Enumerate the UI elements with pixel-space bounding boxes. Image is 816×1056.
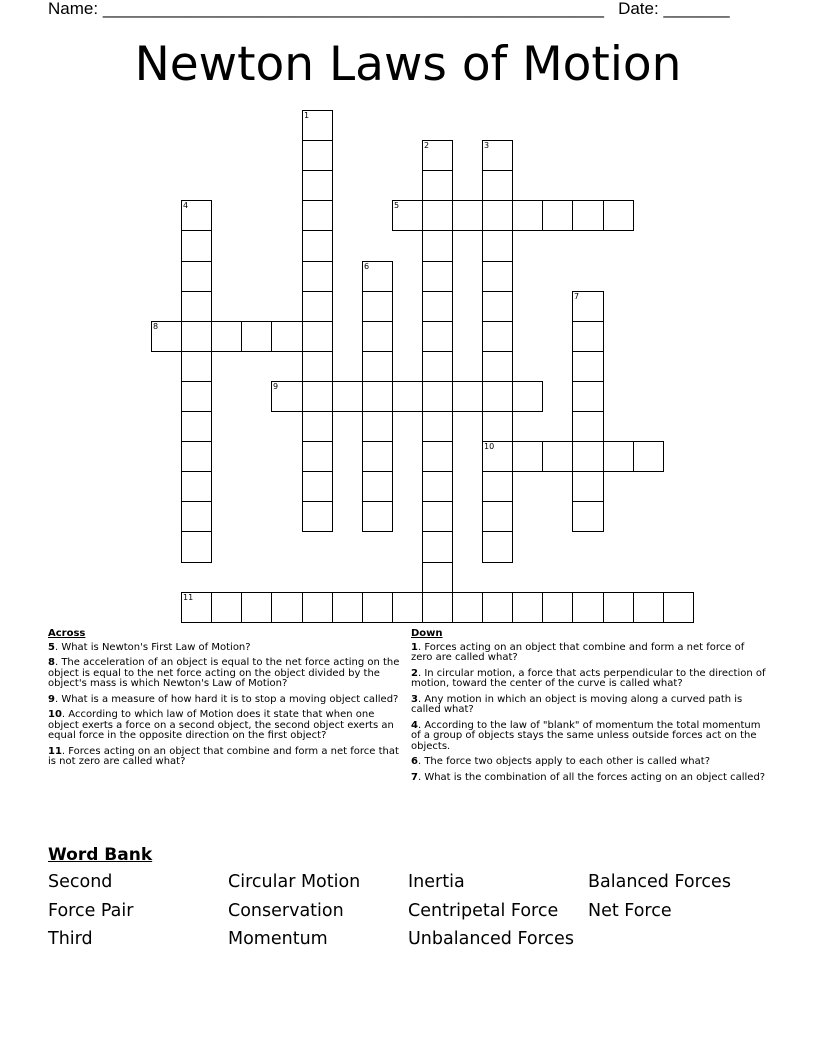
crossword-cell[interactable] [422,351,453,382]
crossword-cell[interactable] [422,411,453,442]
crossword-cell[interactable] [302,170,333,201]
crossword-cell[interactable] [302,411,333,442]
crossword-cell[interactable] [271,321,303,352]
clue-number: 10 [48,709,62,720]
crossword-cell[interactable] [181,321,212,352]
crossword-cell[interactable] [302,471,333,502]
crossword-cell[interactable] [422,321,453,352]
crossword-cell[interactable] [392,381,423,412]
clue-down-1: 1. Forces acting on an object that combine and form a net force of zero are called what? [411,641,745,663]
word-bank-item: Centripetal Force [408,900,559,921]
clue-text: According to the law of "blank" of momentum the total momentum of a group of objects stays the same unless outside forces act on the objects. [411,719,761,752]
crossword-cell[interactable] [482,200,513,231]
cell-number: 5 [394,201,400,210]
clue-text: The force two objects apply to each other is called what? [424,756,710,767]
crossword-cell[interactable] [422,230,453,262]
crossword-cell[interactable] [603,592,634,623]
crossword-cell[interactable] [302,200,333,231]
crossword-cell[interactable] [572,592,604,623]
crossword-cell[interactable] [482,321,513,352]
clue-number: 5 [48,641,55,653]
clue-number: 6 [411,756,418,767]
crossword-cell[interactable] [271,381,303,412]
crossword-cell[interactable] [422,471,453,502]
crossword-cell[interactable] [572,501,604,532]
clue-across-11: 11. Forces acting on an object that combine and form a net force that is not zero are called what? [48,745,399,767]
clue-number: 9 [48,693,55,705]
crossword-cell[interactable] [572,471,604,502]
clue-down-4: 4. According to the law of "blank" of momentum the total momentum of a group of objects stays the same unless outside forces act on the objects. [411,719,761,752]
cell-number: 11 [183,593,194,602]
clue-text: What is the combination of all the forces acting on an object called? [424,771,766,783]
crossword-cell[interactable] [392,592,423,623]
name-blank[interactable]: _____________________________________________________ [102,0,604,18]
crossword-cell[interactable] [271,592,303,623]
crossword-cell[interactable] [332,592,363,623]
crossword-cell[interactable] [452,592,483,623]
crossword-cell[interactable] [302,140,333,171]
crossword-cell[interactable] [482,291,513,322]
crossword-cell[interactable] [362,441,393,472]
crossword-cell[interactable] [181,261,212,292]
crossword-cell[interactable] [241,592,272,623]
crossword-cell[interactable] [362,381,393,412]
crossword-cell[interactable] [302,261,333,292]
clue-text: The acceleration of an object is equal to the net force acting on the object is equal to the net force acting on the object divided by the object's mass is which Newton's Law of Motion? [48,657,400,689]
crossword-cell[interactable] [422,140,453,171]
crossword-cell[interactable] [181,291,212,322]
crossword-cell[interactable] [482,381,513,412]
across-heading: Across [48,628,86,639]
crossword-cell[interactable] [512,200,543,231]
date-blank[interactable]: _______ [663,0,730,18]
crossword-cell[interactable] [302,110,333,141]
crossword-cell[interactable] [603,200,634,231]
clue-down-6: 6. The force two objects apply to each other is called what? [411,756,710,767]
cell-number: 9 [273,382,279,391]
cell-number: 6 [364,262,370,271]
word-bank-item: Net Force [588,900,672,921]
crossword-cell[interactable] [422,200,453,231]
crossword-cell[interactable] [422,531,453,563]
clue-number: 4 [411,719,418,731]
crossword-cell[interactable] [542,592,573,623]
name-label: Name: [48,0,99,18]
clue-text: Any motion in which an object is moving along a curved path is called what? [411,693,743,715]
word-bank-item: Force Pair [48,900,134,921]
word-bank-item: Circular Motion [228,872,361,892]
clue-number: 2 [411,667,418,679]
crossword-cell[interactable] [512,381,543,412]
clue-across-9: 9. What is a measure of how hard it is to stop a moving object called? [48,693,399,705]
clue-number: 7 [411,771,418,783]
word-bank-item: Conservation [228,900,344,921]
clue-down-3: 3. Any motion in which an object is moving along a curved path is called what? [411,693,743,715]
crossword-cell[interactable] [302,230,333,262]
clue-down-7: 7. What is the combination of all the forces acting on an object called? [411,771,766,783]
crossword-cell[interactable] [302,501,333,532]
crossword-cell[interactable] [181,200,212,231]
crossword-cell[interactable] [663,592,694,623]
crossword-cell[interactable] [181,501,212,532]
crossword-cell[interactable] [482,261,513,292]
clue-text: Forces acting on an object that combine and form a net force that is not zero are called what? [48,745,399,767]
crossword-cell[interactable] [572,321,604,352]
cell-number: 3 [484,141,490,150]
crossword-cell[interactable] [542,441,573,472]
word-bank-item: Third [48,929,93,949]
crossword-cell[interactable] [362,501,393,532]
crossword-cell[interactable] [482,531,513,563]
crossword-cell[interactable] [181,441,212,472]
crossword-cell[interactable] [181,592,212,623]
crossword-cell[interactable] [362,471,393,502]
crossword-cell[interactable] [603,441,634,472]
crossword-cell[interactable] [482,411,513,442]
crossword-cell[interactable] [332,381,363,412]
crossword-cell[interactable] [302,291,333,322]
clue-text: In circular motion, a force that acts perpendicular to the direction of motion, toward the center of the curve is called what? [411,667,766,689]
crossword-cell[interactable] [452,200,483,231]
crossword-cell[interactable] [482,351,513,382]
crossword-cell[interactable] [211,321,242,352]
clue-down-2: 2. In circular motion, a force that acts perpendicular to the direction of motion, toward the center of the curve is called what? [411,667,766,689]
crossword-cell[interactable] [422,562,453,593]
crossword-cell[interactable] [181,230,212,262]
crossword-cell[interactable] [482,592,513,623]
crossword-cell[interactable] [572,291,604,322]
crossword-cell[interactable] [572,351,604,382]
across-clues [48,629,403,773]
crossword-cell[interactable] [452,381,483,412]
crossword-cell[interactable] [542,200,573,231]
word-bank [48,872,808,958]
cell-number: 7 [574,292,580,301]
word-bank-item: Momentum [228,929,328,949]
crossword-cell[interactable] [482,230,513,262]
crossword-cell[interactable] [512,441,543,472]
crossword-cell[interactable] [572,441,604,472]
crossword-cell[interactable] [422,261,453,292]
crossword-cell[interactable] [181,531,212,563]
crossword-cell[interactable] [422,170,453,201]
crossword-cell[interactable] [422,291,453,322]
crossword-cell[interactable] [241,321,272,352]
crossword-cell[interactable] [302,441,333,472]
page-title: Newton Laws of Motion [134,37,682,92]
clue-across-10: 10. According to which law of Motion does it state that when one object exerts a force on a second object, the second object exerts an equal force in the opposite direction on the first object? [48,709,394,741]
word-bank-item: Balanced Forces [588,872,731,892]
clue-number: 8 [48,657,55,668]
crossword-cell[interactable] [482,170,513,201]
crossword-cell[interactable] [362,592,393,623]
cell-number: 4 [183,201,189,210]
crossword-cell[interactable] [362,321,393,352]
crossword-cell[interactable] [572,200,604,231]
crossword-cell[interactable] [572,411,604,442]
crossword-cell[interactable] [151,321,182,352]
crossword-cell[interactable] [181,471,212,502]
crossword-cell[interactable] [362,351,393,382]
word-bank-item: Second [48,872,113,892]
word-bank-item: Unbalanced Forces [408,929,574,949]
cell-number: 10 [484,442,495,451]
crossword-cell[interactable] [422,501,453,532]
word-bank-title: Word Bank [48,845,153,865]
crossword-cell[interactable] [211,592,242,623]
word-bank-item: Inertia [408,872,465,892]
cell-number: 1 [304,111,310,120]
clue-number: 1 [411,641,418,653]
crossword-cell[interactable] [181,411,212,442]
crossword-cell[interactable] [302,351,333,382]
clue-number: 11 [48,745,62,757]
down-clues [411,629,766,788]
clue-across-8: 8. The acceleration of an object is equal to the net force acting on the object is equal to the net force acting on the object divided by the object's mass is which Newton's Law of Motion? [48,657,400,689]
crossword-cell[interactable] [181,381,212,412]
crossword-cell[interactable] [572,381,604,412]
clue-text: According to which law of Motion does it state that when one object exerts a force on a second object, the second object exerts an equal force in the opposite direction on the first object? [48,709,394,741]
crossword-cell[interactable] [633,592,664,623]
crossword-cell[interactable] [362,411,393,442]
clue-number: 3 [411,693,418,705]
crossword-cell[interactable] [482,471,513,502]
crossword-cell[interactable] [362,261,393,292]
clue-across-5: 5. What is Newton's First Law of Motion? [48,641,251,653]
clue-text: What is a measure of how hard it is to stop a moving object called? [61,693,399,705]
crossword-cell[interactable] [482,441,513,472]
crossword-cell[interactable] [362,291,393,322]
crossword-cell[interactable] [512,592,543,623]
crossword-cell[interactable] [181,351,212,382]
crossword-cell[interactable] [392,200,423,231]
name-date-line [48,0,730,18]
crossword-cell[interactable] [422,381,453,412]
crossword-cell[interactable] [482,501,513,532]
date-label: Date: [618,0,659,18]
crossword-cell[interactable] [302,592,333,623]
cell-number: 2 [424,141,430,150]
cell-number: 8 [153,322,159,331]
down-heading: Down [411,628,443,639]
crossword-cell[interactable] [633,441,664,472]
clue-text: What is Newton's First Law of Motion? [61,641,251,653]
crossword-cell[interactable] [302,321,333,352]
crossword-cell[interactable] [422,592,453,623]
crossword-cell[interactable] [422,441,453,472]
crossword-cell[interactable] [302,381,333,412]
crossword-cell[interactable] [482,140,513,171]
clue-text: Forces acting on an object that combine and form a net force of zero are called what? [411,641,745,663]
